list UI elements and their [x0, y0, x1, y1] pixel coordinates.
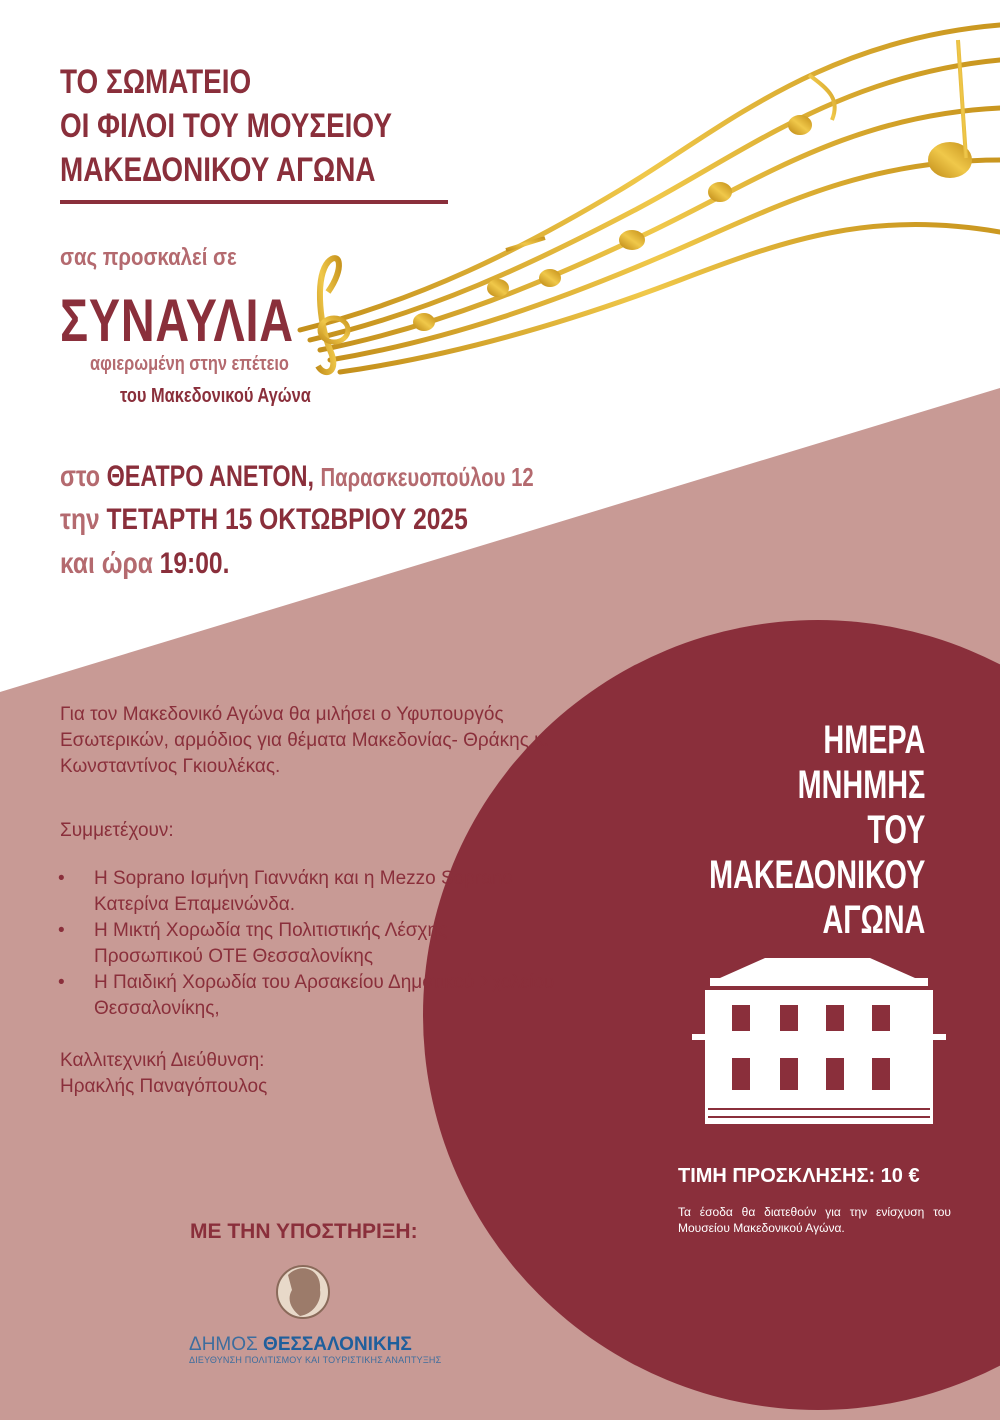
proceeds-note: Τα έσοδα θα διατεθούν για την ενίσχυση του Μουσείου Μακεδονικού Αγώνα. — [678, 1205, 951, 1235]
logo-prefix: ΔΗΜΟΣ — [189, 1334, 258, 1355]
heading-line: ΗΜΕΡΑ — [823, 718, 925, 762]
invites-text: σας προσκαλεί σε — [60, 244, 237, 271]
event-title: ΣΥΝΑΥΛΙΑ — [60, 287, 294, 354]
org-title-line-2: ΟΙ ΦΙΛΟΙ ΤΟΥ ΜΟΥΣΕΙΟΥ — [60, 107, 392, 145]
participant-text: Η Μικτή Χορωδία της Πολιτιστικής Λέσχης Προσωπικού ΟΤΕ Θεσσαλονίκης — [94, 920, 448, 967]
remembrance-day-heading — [625, 718, 925, 943]
time-prefix: και ώρα — [60, 547, 153, 580]
participants-heading: Συμμετέχουν: — [60, 820, 174, 841]
building-icon — [692, 958, 946, 1124]
list-item — [58, 866, 558, 918]
list-item — [58, 918, 558, 970]
bullet: • — [58, 972, 65, 993]
bullet: • — [58, 868, 65, 889]
speaker-intro: Για τον Μακεδονικό Αγώνα θα μιλήσει ο Υφυπουργός Εσωτερικών, αρμόδιος για θέματα Μακεδονίας- Θράκης κ. Κωνσταντίνος Γκιουλέκας. — [60, 704, 549, 777]
date-line — [60, 503, 468, 537]
venue-address: Παρασκευοπούλου 12 — [320, 462, 534, 492]
head-emblem-icon — [277, 1266, 329, 1318]
support-label: ΜΕ ΤΗΝ ΥΠΟΣΤΗΡΙΞΗ: — [190, 1220, 418, 1243]
venue-name: ΘΕΑΤΡΟ ΑΝΕΤΟΝ, — [106, 460, 314, 493]
participant-text: Η Παιδική Χορωδία του Αρσακείου Δημοτικού Σχολείου Θεσσαλονίκης, — [94, 972, 555, 1019]
logo-city: ΘΕΣΣΑΛΟΝΙΚΗΣ — [263, 1334, 412, 1355]
time-line — [60, 547, 229, 581]
logo-subtitle: ΔΙΕΥΘΥΝΣΗ ΠΟΛΙΤΙΣΜΟΥ ΚΑΙ ΤΟΥΡΙΣΤΙΚΗΣ ΑΝΑΠΤΥΞΗΣ — [189, 1355, 442, 1365]
venue-prefix: στο — [60, 460, 101, 493]
art-director-name: Ηρακλής Παναγόπουλος — [60, 1076, 268, 1097]
organization-title — [60, 60, 465, 192]
art-direction — [60, 1048, 267, 1100]
ticket-price: ΤΙΜΗ ΠΡΟΣΚΛΗΣΗΣ: 10 € — [678, 1165, 920, 1187]
heading-line: ΜΝΗΜΗΣ — [797, 763, 925, 807]
venue-line — [60, 460, 534, 494]
dedication-line-2: του Μακεδονικού Αγώνα — [120, 385, 311, 407]
heading-line: ΤΟΥ — [867, 808, 925, 852]
dedication-line-1: αφιερωμένη στην επέτειο — [90, 353, 289, 375]
heading-line: ΑΓΩΝΑ — [822, 898, 925, 942]
heading-line: ΜΑΚΕΔΟΝΙΚΟΥ — [708, 853, 925, 897]
event-date: ΤΕΤΑΡΤΗ 15 ΟΚΤΩΒΡΙΟΥ 2025 — [106, 503, 468, 536]
art-direction-label: Καλλιτεχνική Διεύθυνση: — [60, 1050, 265, 1071]
participants-list — [58, 866, 558, 1022]
org-title-line-1: ΤΟ ΣΩΜΑΤΕΙΟ — [60, 63, 252, 101]
title-divider — [60, 200, 448, 204]
event-time: 19:00. — [159, 547, 230, 580]
municipality-logo-text — [189, 1334, 412, 1356]
list-item — [58, 970, 558, 1022]
bullet: • — [58, 920, 65, 941]
participant-text: Η Soprano Ισμήνη Γιαννάκη και η Mezzo Soprano Κατερίνα Επαμεινώνδα. — [94, 868, 513, 915]
org-title-line-3: ΜΑΚΕΔΟΝΙΚΟΥ ΑΓΩΝΑ — [60, 151, 376, 189]
date-prefix: την — [60, 503, 100, 536]
